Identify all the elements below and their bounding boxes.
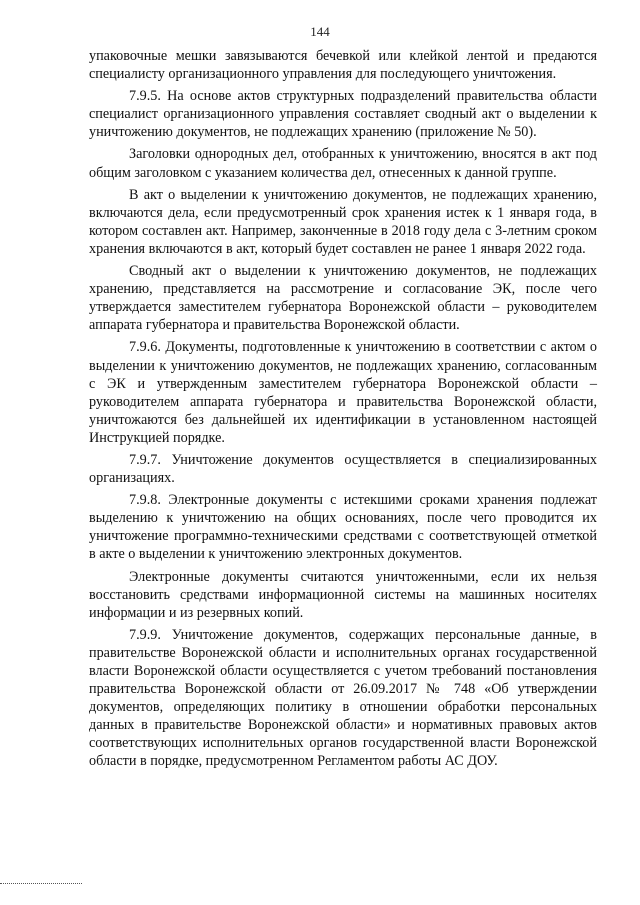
paragraph: Сводный акт о выделении к уничтожению документов, не подлежащих хранению, представляется на рассмотрение и согласование ЭК, после чего утверждается заместителем губернатора Воронежской области – руководителем аппарата губернатора и правительства Воронежской области. — [89, 263, 597, 334]
paragraph: 7.9.8. Электронные документы с истекшими сроками хранения подлежат выделению к уничтожению на общих основаниях, после чего проводится их уничтожение программно-техническими средствами с соответствующей отметкой в акте о выделении к уничтожению электронных документов. — [89, 492, 597, 563]
document-body — [89, 47, 597, 775]
paragraph: упаковочные мешки завязываются бечевкой или клейкой лентой и предаются специалисту организационного управления для последующего уничтожения. — [89, 48, 597, 83]
paragraph: Заголовки однородных дел, отобранных к уничтожению, вносятся в акт под общим заголовком с указанием количества дел, отнесенных к данной группе. — [89, 146, 597, 181]
paragraph: 7.9.6. Документы, подготовленные к уничтожению в соответствии с актом о выделении к уничтожению документов, не подлежащих хранению, согласованным с ЭК и утвержденным заместителем губернатора Воронежской области – руководителем аппарата губернатора и правительства Воронежской области, уничтожаются без дальнейшей их идентификации в установленном настоящей Инструкцией порядке. — [89, 339, 597, 446]
page-number: 144 — [310, 24, 330, 39]
paragraph: 7.9.9. Уничтожение документов, содержащих персональные данные, в правительстве Воронежской области и исполнительных органах государственной власти Воронежской области осуществляется с учетом требований постановления правительства Воронежской области от 26.09.2017 № 748 «Об утверждении документов, определяющих политику в отношении обработки персональных данных в правительстве Воронежской области» и нормативных правовых актов соответствующих исполнительных органов государственной власти Воронежской области в порядке, предусмотренном Регламентом работы АС ДОУ. — [89, 626, 597, 770]
paragraph: 7.9.5. На основе актов структурных подразделений правительства области специалист организационного управления составляет сводный акт о выделении к уничтожению документов, не подлежащих хранению (приложение № 50). — [89, 88, 597, 141]
paragraph: В акт о выделении к уничтожению документов, не подлежащих хранению, включаются дела, если предусмотренный срок хранения истек к 1 января года, в котором составлен акт. Например, законченные в 2018 году дела с 3-летним сроком хранения включаются в акт, который будет составлен не ранее 1 января 2022 года. — [89, 186, 597, 257]
footer-divider — [0, 883, 82, 884]
paragraph: Электронные документы считаются уничтоженными, если их нельзя восстановить средствами информационной системы на машинных носителях информации и из резервных копий. — [89, 568, 597, 621]
paragraph: 7.9.7. Уничтожение документов осуществляется в специализированных организациях. — [89, 451, 597, 487]
